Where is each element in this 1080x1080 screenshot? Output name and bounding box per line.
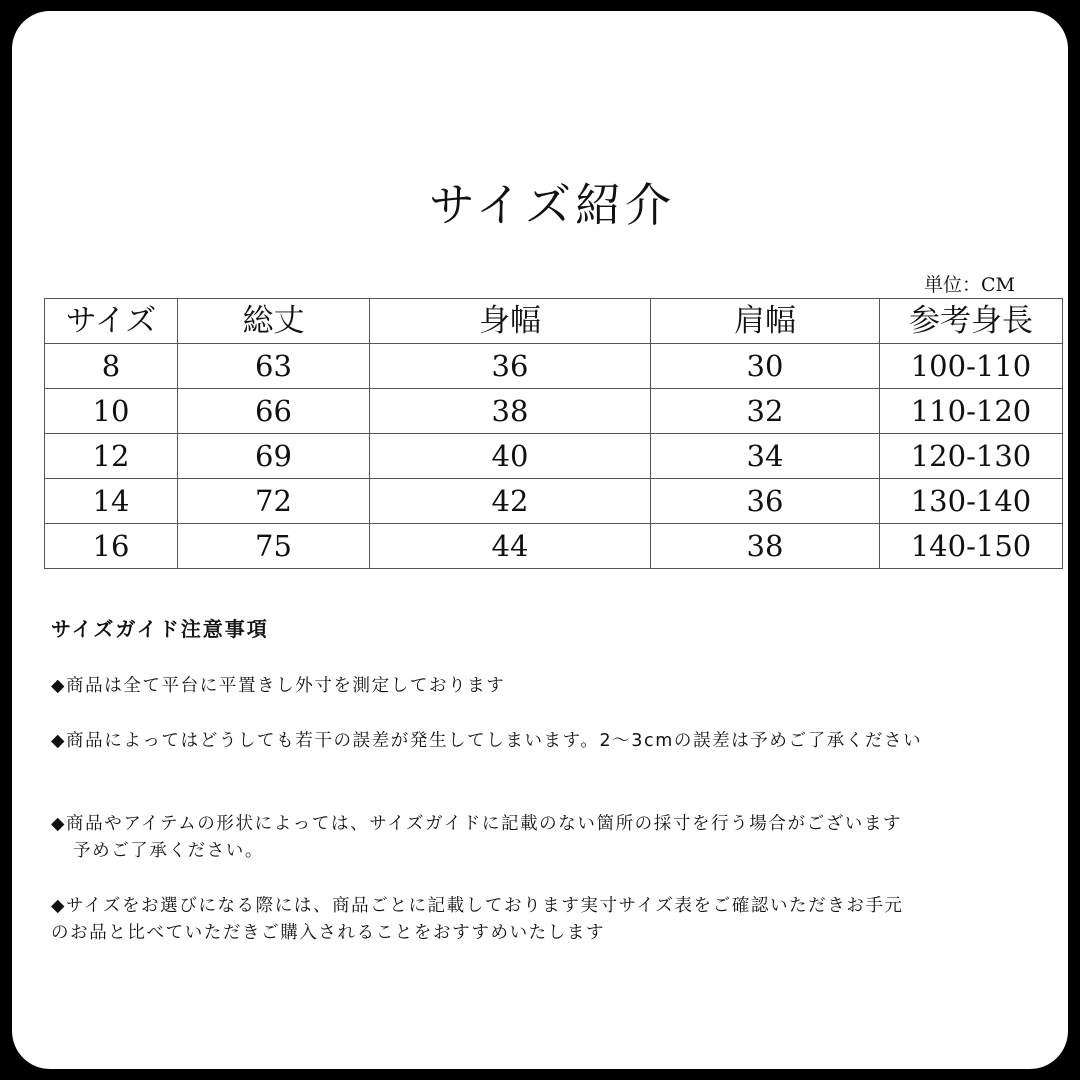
- header-chest-width: 身幅: [370, 299, 651, 344]
- notes-heading: サイズガイド注意事項: [51, 617, 269, 641]
- cell-reference-height: 140-150: [880, 524, 1063, 569]
- cell-chest-width: 38: [370, 389, 651, 434]
- header-size: サイズ: [45, 299, 178, 344]
- cell-total-length: 69: [178, 434, 370, 479]
- cell-reference-height: 130-140: [880, 479, 1063, 524]
- cell-shoulder-width: 34: [651, 434, 880, 479]
- cell-size: 10: [45, 389, 178, 434]
- note-measurement: [51, 673, 1051, 700]
- table-row: [45, 389, 1063, 434]
- cell-size: 12: [45, 434, 178, 479]
- table-row: [45, 434, 1063, 479]
- note-line: ◆商品によってはどうしても若干の誤差が発生してしまいます。2〜3cmの誤差は予めご了承ください: [51, 731, 923, 751]
- cell-shoulder-width: 30: [651, 344, 880, 389]
- header-reference-height: 参考身長: [880, 299, 1063, 344]
- note-line: のお品と比べていただきご購入されることをおすすめいたします: [51, 923, 606, 943]
- size-guide-card: [12, 11, 1068, 1069]
- cell-reference-height: 110-120: [880, 389, 1063, 434]
- cell-total-length: 75: [178, 524, 370, 569]
- cell-shoulder-width: 38: [651, 524, 880, 569]
- note-compare-sizes: [51, 893, 1051, 947]
- note-tolerance: [51, 728, 1051, 755]
- cell-reference-height: 120-130: [880, 434, 1063, 479]
- cell-chest-width: 44: [370, 524, 651, 569]
- cell-total-length: 66: [178, 389, 370, 434]
- note-extra-measurements: [51, 811, 1051, 865]
- table-row: [45, 344, 1063, 389]
- page-title: サイズ紹介: [428, 178, 676, 232]
- size-table: [44, 298, 1063, 569]
- cell-size: 16: [45, 524, 178, 569]
- cell-shoulder-width: 36: [651, 479, 880, 524]
- cell-reference-height: 100-110: [880, 344, 1063, 389]
- header-total-length: 総丈: [178, 299, 370, 344]
- cell-total-length: 72: [178, 479, 370, 524]
- cell-size: 14: [45, 479, 178, 524]
- cell-total-length: 63: [178, 344, 370, 389]
- cell-chest-width: 36: [370, 344, 651, 389]
- table-row: [45, 524, 1063, 569]
- note-line: ◆商品は全て平台に平置きし外寸を測定しております: [51, 676, 506, 696]
- note-line: ◆サイズをお選びになる際には、商品ごとに記載しております実寸サイズ表をご確認いただきお手元: [51, 896, 904, 916]
- table-header-row: [45, 299, 1063, 344]
- cell-chest-width: 40: [370, 434, 651, 479]
- header-shoulder-width: 肩幅: [651, 299, 880, 344]
- note-line: ◆商品やアイテムの形状によっては、サイズガイドに記載のない箇所の採寸を行う場合がございます: [51, 814, 903, 834]
- cell-shoulder-width: 32: [651, 389, 880, 434]
- table-row: [45, 479, 1063, 524]
- cell-size: 8: [45, 344, 178, 389]
- cell-chest-width: 42: [370, 479, 651, 524]
- note-line: 予めご了承ください。: [73, 841, 264, 861]
- unit-label: 単位：CM: [924, 274, 1015, 296]
